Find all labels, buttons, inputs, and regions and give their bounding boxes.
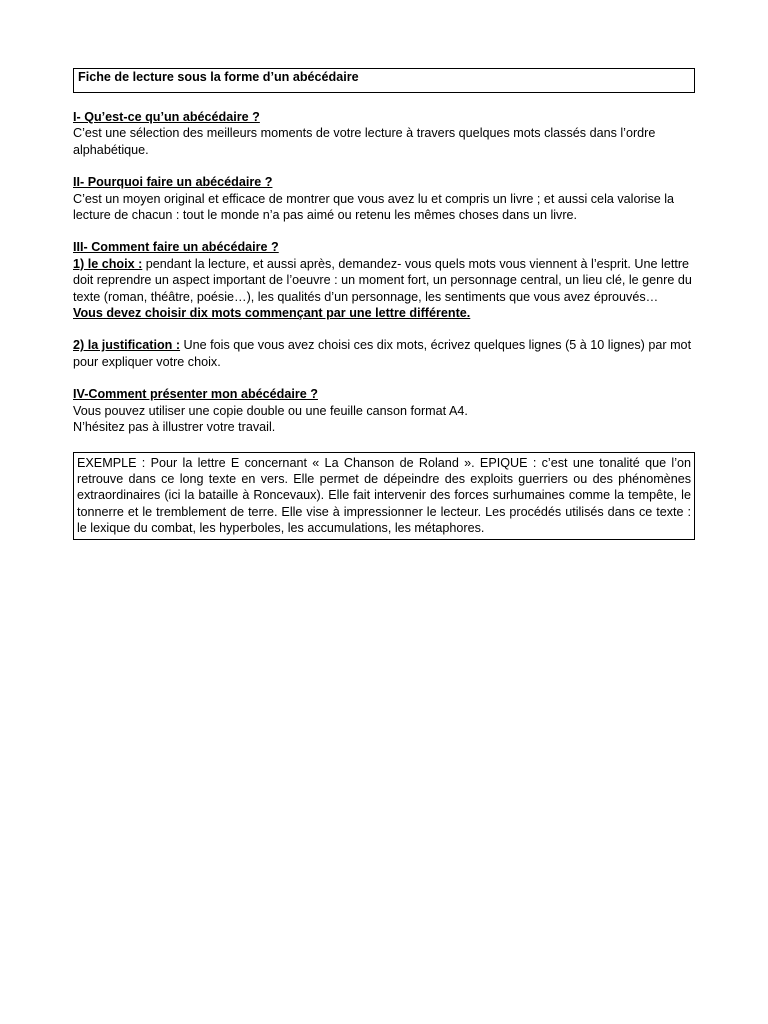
section-present-line-1: Vous pouvez utiliser une copie double ou une feuille canson format A4.: [73, 403, 468, 418]
step-choice-label: 1) le choix :: [73, 256, 143, 271]
section-why-heading: II- Pourquoi faire un abécédaire ?: [73, 175, 273, 190]
section-present-line-2: N’hésitez pas à illustrer votre travail.: [73, 420, 276, 435]
example-box: EXEMPLE : Pour la lettre E concernant « La Chanson de Roland ». EPIQUE : c’est une tonalité que l’on retrouve dans ce long texte en vers. Elle permet de dépeindre des exploits guerriers ou des phénomènes extraordinaires (ici la bataille à Roncevaux). Elle fait intervenir des forces surhumaines comme la tempête, le tonnerre et le tremblement de terre. Elle vise à impressionner le lecteur. Les procédés utilisés dans ce texte : le lexique du combat, les hyperboles, les accumulations, les métaphores.: [73, 452, 695, 540]
section-how-heading: III- Comment faire un abécédaire ?: [73, 240, 279, 255]
document-title: Fiche de lecture sous la forme d’un abécédaire: [73, 68, 695, 93]
step-choice-rule: Vous devez choisir dix mots commençant par une lettre différente.: [73, 306, 471, 321]
section-what-is: [73, 109, 695, 158]
step-choice-paragraph: [73, 256, 695, 305]
section-why: [73, 174, 695, 223]
step-choice-text: pendant la lecture, et aussi après, demandez- vous quels mots vous viennent à l’esprit. Une lettre doit reprendre un aspect important de l’oeuvre : un moment fort, un personnage central, un lieu clé, le genre du texte (roman, théâtre, poésie…), les qualités d’un personnage, les sentiments que vous avez éprouvés…: [73, 256, 692, 304]
section-how: [73, 239, 695, 370]
document-page: [73, 68, 695, 540]
step-justification-label: 2) la justification :: [73, 338, 181, 353]
section-why-text: C’est un moyen original et efficace de montrer que vous avez lu et compris un livre ; et aussi cela valorise la lecture de chacun : tout le monde n’a pas aimé ou retenu les mêmes choses dans un livre.: [73, 191, 675, 223]
section-present: [73, 386, 695, 435]
section-what-is-text: C’est une sélection des meilleurs moments de votre lecture à travers quelques mots classés dans l’ordre alphabétique.: [73, 126, 656, 157]
section-present-heading: IV-Comment présenter mon abécédaire ?: [73, 387, 318, 402]
step-justification-text: Une fois que vous avez choisi ces dix mots, écrivez quelques lignes (5 à 10 lignes) par mot pour expliquer votre choix.: [73, 338, 692, 369]
step-justification-paragraph: [73, 337, 695, 370]
section-what-is-heading: I- Qu’est-ce qu’un abécédaire ?: [73, 110, 260, 124]
